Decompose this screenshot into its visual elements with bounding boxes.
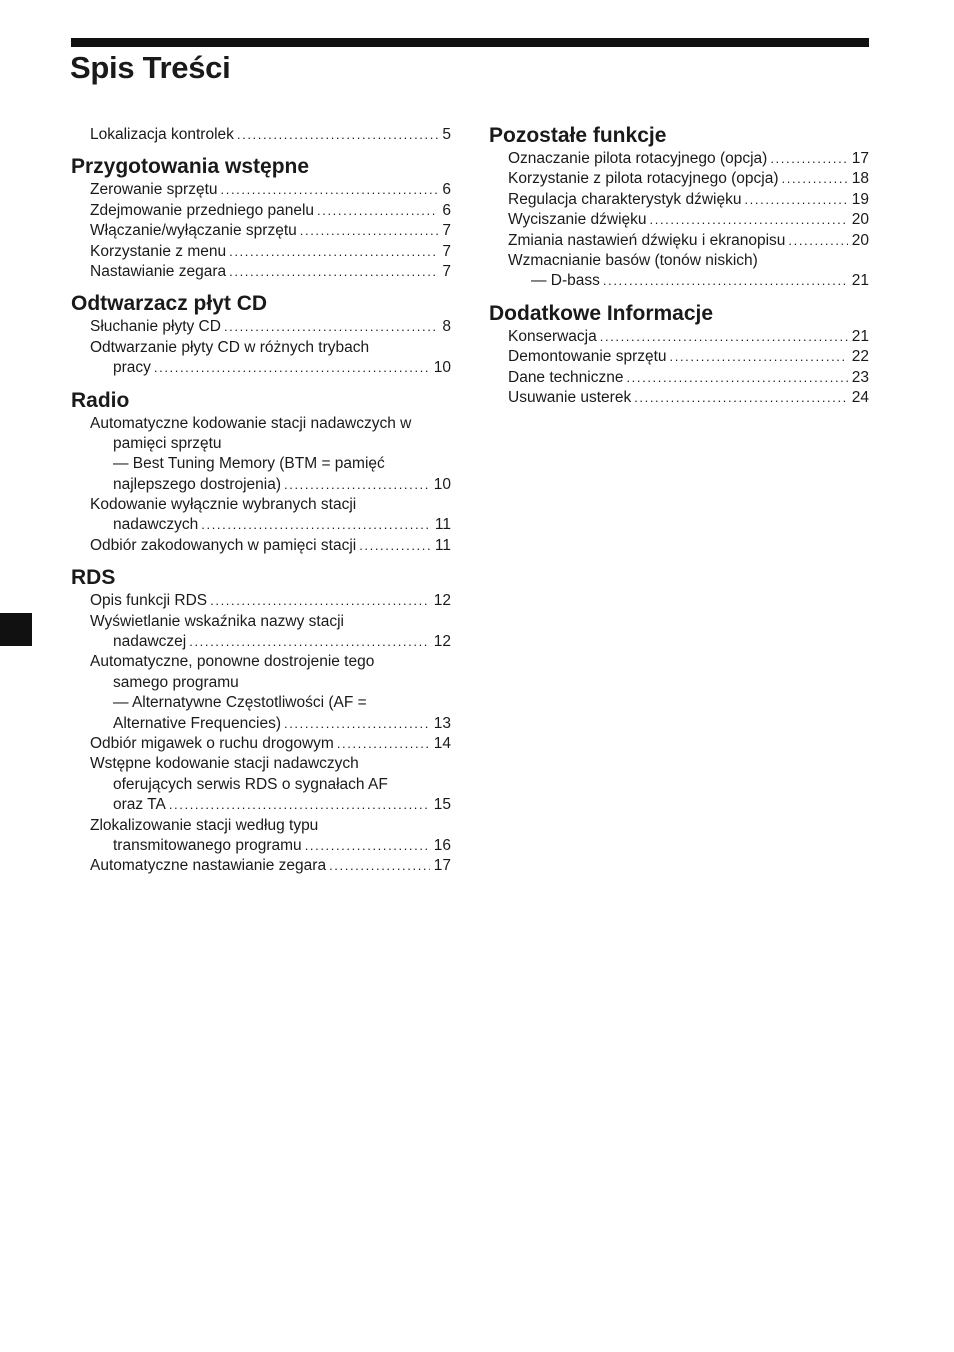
toc-section — [71, 388, 451, 557]
page-number: 12 — [433, 592, 451, 610]
toc-entry[interactable] — [71, 414, 451, 496]
toc-entry[interactable] — [489, 210, 869, 230]
page-number: 14 — [433, 734, 451, 752]
toc-entry[interactable] — [71, 816, 451, 857]
toc-section — [489, 301, 869, 409]
toc-section — [71, 291, 451, 378]
toc-entry[interactable] — [71, 734, 451, 754]
dot-leader — [284, 714, 430, 734]
toc-entry[interactable] — [71, 495, 451, 536]
page-number: 22 — [851, 348, 869, 366]
entry-text: transmitowanego programu — [113, 836, 302, 854]
page-number: 10 — [433, 359, 451, 377]
page-number: 5 — [442, 126, 451, 143]
dot-leader — [189, 632, 430, 652]
page-number: 17 — [851, 150, 869, 167]
toc-entry[interactable] — [71, 652, 451, 734]
top-rule — [71, 38, 869, 47]
section-heading: Przygotowania wstępne — [71, 155, 310, 179]
section-heading: Dodatkowe Informacje — [489, 301, 714, 325]
dot-leader — [634, 388, 848, 408]
page-title: Spis Treści — [70, 50, 231, 85]
section-heading: Radio — [71, 388, 130, 412]
entry-text: pracy — [113, 359, 151, 377]
entry-text: Korzystanie z pilota rotacyjnego (opcja) — [508, 170, 779, 188]
dot-leader — [603, 271, 848, 291]
toc-entry[interactable] — [71, 242, 451, 262]
page-number: 8 — [442, 318, 451, 336]
entry-text: Opis funkcji RDS — [90, 592, 208, 610]
entry-text: nadawczej — [113, 633, 187, 651]
dot-leader — [744, 190, 847, 210]
entry-text: Zlokalizowanie stacji według typu — [90, 816, 319, 834]
dot-leader — [210, 591, 430, 611]
section-heading: RDS — [71, 566, 116, 590]
dot-leader — [650, 210, 848, 230]
entry-text: Odbiór zakodowanych w pamięci stacji — [90, 536, 357, 554]
section-heading: Pozostałe funkcje — [489, 124, 667, 147]
toc-entry[interactable] — [489, 368, 869, 388]
toc-entry[interactable] — [489, 388, 869, 408]
dot-leader — [626, 368, 847, 388]
page-number: 23 — [851, 368, 869, 386]
page-number: 16 — [433, 836, 451, 854]
dot-leader — [154, 358, 430, 378]
entry-text: Lokalizacja kontrolek — [90, 126, 234, 143]
toc-entry[interactable] — [71, 338, 451, 379]
entry-text: Automatyczne kodowanie stacji nadawczych w — [90, 414, 412, 432]
toc-entry[interactable] — [71, 536, 451, 556]
entry-text: Zdejmowanie przedniego panelu — [90, 201, 315, 219]
entry-text: Regulacja charakterystyk dźwięku — [508, 190, 742, 208]
toc-entry[interactable] — [71, 612, 451, 653]
entry-text: pamięci sprzętu — [113, 434, 222, 452]
page-number: 10 — [433, 475, 451, 493]
toc-entry[interactable] — [71, 591, 451, 611]
entry-text: oraz TA — [113, 796, 166, 814]
entry-text: Wyświetlanie wskaźnika nazwy stacji — [90, 612, 344, 630]
entry-text: Włączanie/wyłączanie sprzętu — [90, 222, 297, 240]
toc-section — [71, 125, 451, 145]
entry-text: Konserwacja — [508, 327, 597, 345]
dot-leader — [169, 795, 430, 815]
dot-leader — [337, 734, 430, 754]
page-number: 12 — [433, 633, 451, 651]
entry-text: Automatyczne nastawianie zegara — [90, 857, 327, 875]
page-number: 21 — [851, 327, 869, 345]
entry-text: Usuwanie usterek — [508, 388, 632, 406]
entry-text: Demontowanie sprzętu — [508, 348, 667, 366]
dot-leader — [782, 169, 848, 189]
entry-text: Oznaczanie pilota rotacyjnego (opcja) — [508, 150, 768, 167]
toc-entry[interactable] — [71, 125, 451, 145]
entry-text: Wzmacnianie basów (tonów niskich) — [508, 251, 758, 269]
toc-column-right — [489, 123, 869, 417]
toc-entry[interactable] — [489, 251, 869, 292]
dot-leader — [229, 242, 438, 262]
toc-entry[interactable] — [71, 856, 451, 876]
page-number: 7 — [442, 242, 451, 260]
entry-text: Dane techniczne — [508, 368, 624, 386]
toc-entry[interactable] — [71, 201, 451, 221]
toc-entry[interactable] — [71, 221, 451, 241]
dot-leader — [600, 327, 848, 347]
toc-entry[interactable] — [489, 347, 869, 367]
toc-entry[interactable] — [71, 754, 451, 815]
entry-text: Alternative Frequencies) — [113, 714, 281, 732]
toc-entry[interactable] — [489, 190, 869, 210]
entry-text: Wyciszanie dźwięku — [508, 211, 647, 229]
entry-text: — Best Tuning Memory (BTM = pamięć — [113, 455, 385, 473]
toc-entry[interactable] — [489, 327, 869, 347]
toc-entry[interactable] — [71, 262, 451, 282]
entry-text: nadawczych — [113, 516, 199, 534]
page-number: 7 — [442, 222, 451, 240]
toc-entry[interactable] — [71, 180, 451, 200]
toc-entry[interactable] — [489, 231, 869, 251]
dot-leader — [300, 221, 439, 241]
dot-leader — [305, 836, 430, 856]
entry-text: Korzystanie z menu — [90, 242, 227, 260]
toc-entry[interactable] — [71, 317, 451, 337]
toc-section — [71, 565, 451, 876]
page-number: 17 — [433, 857, 451, 875]
language-tab-marker — [0, 613, 32, 646]
dot-leader — [670, 347, 848, 367]
entry-text: Odtwarzanie płyty CD w różnych trybach — [90, 338, 370, 356]
entry-text: — D-bass — [531, 272, 600, 290]
dot-leader — [201, 515, 431, 535]
page-number: 13 — [433, 714, 451, 732]
dot-leader — [224, 317, 438, 337]
entry-text: Słuchanie płyty CD — [90, 318, 221, 336]
dot-leader — [788, 231, 847, 251]
entry-text: samego programu — [113, 673, 239, 691]
dot-leader — [237, 125, 438, 145]
entry-text: Wstępne kodowanie stacji nadawczych — [90, 755, 359, 773]
dot-leader — [221, 180, 439, 200]
page-number: 6 — [442, 201, 451, 219]
page-number: 6 — [442, 181, 451, 199]
page-number: 15 — [433, 796, 451, 814]
dot-leader — [229, 262, 438, 282]
entry-text: — Alternatywne Częstotliwości (AF = — [113, 694, 367, 712]
section-heading: Odtwarzacz płyt CD — [71, 292, 268, 316]
toc-entry[interactable] — [489, 149, 869, 169]
page-number: 20 — [851, 211, 869, 229]
dot-leader — [359, 536, 431, 556]
page-number: 11 — [434, 536, 451, 554]
entry-text: Odbiór migawek o ruchu drogowym — [90, 734, 334, 752]
entry-text: Nastawianie zegara — [90, 262, 227, 280]
page-number: 11 — [434, 516, 451, 534]
page-number: 24 — [851, 388, 869, 406]
page-number: 7 — [442, 262, 451, 280]
dot-leader — [317, 201, 438, 221]
page-number: 18 — [851, 170, 869, 188]
entry-text: Automatyczne, ponowne dostrojenie tego — [90, 653, 375, 671]
entry-text: Zmiania nastawień dźwięku i ekranopisu — [508, 231, 786, 249]
page-number: 20 — [851, 231, 869, 249]
entry-text: Kodowanie wyłącznie wybranych stacji — [90, 496, 357, 514]
dot-leader — [329, 856, 430, 876]
toc-section — [489, 123, 869, 292]
toc-column-left — [71, 123, 451, 886]
dot-leader — [284, 475, 430, 495]
dot-leader — [770, 149, 847, 169]
entry-text: Zerowanie sprzętu — [90, 181, 218, 199]
toc-entry[interactable] — [489, 169, 869, 189]
page-number: 21 — [851, 272, 869, 290]
entry-text: oferujących serwis RDS o sygnałach AF — [113, 775, 388, 793]
page-number: 19 — [851, 190, 869, 208]
entry-text: najlepszego dostrojenia) — [113, 475, 282, 493]
toc-section — [71, 154, 451, 282]
